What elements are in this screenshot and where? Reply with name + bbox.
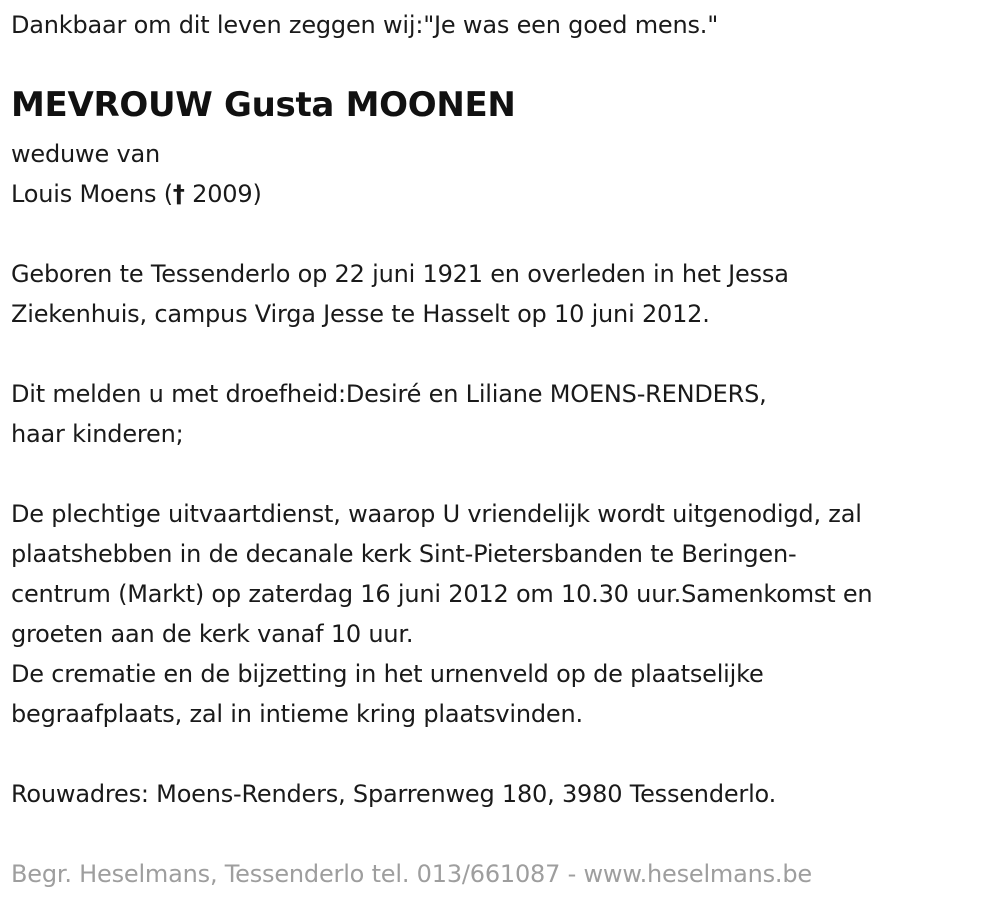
funeral-home-footer: Begr. Heselmans, Tessenderlo tel. 013/661087 - www.heselmans.be [11,860,812,888]
paragraph-line: groeten aan de kerk vanaf 10 uur. [11,620,414,648]
paragraph-line: haar kinderen; [11,420,184,448]
spouse-block [11,134,262,214]
deceased-name: MEVROUW Gusta MOONEN [11,85,516,125]
spouse-line-1: weduwe van [11,140,160,168]
announcement-paragraph [11,374,767,454]
paragraph-line: De crematie en de bijzetting in het urnenveld op de plaatselijke [11,660,764,688]
mourning-address: Rouwadres: Moens-Renders, Sparrenweg 180, 3980 Tessenderlo. [11,780,777,808]
cross-icon: † [172,180,185,208]
birth-death-paragraph [11,254,789,334]
spouse-name: Louis Moens ( [11,180,173,208]
paragraph-line: De plechtige uitvaartdienst, waarop U vriendelijk wordt uitgenodigd, zal [11,500,862,528]
paragraph-line: plaatshebben in de decanale kerk Sint-Pietersbanden te Beringen- [11,540,797,568]
funeral-service-paragraph [11,494,872,734]
intro-text: Dankbaar om dit leven zeggen wij:"Je was een goed mens." [11,11,719,39]
paragraph-line: centrum (Markt) op zaterdag 16 juni 2012 om 10.30 uur.Samenkomst en [11,580,873,608]
spouse-death-year: 2009) [184,180,262,208]
paragraph-line: Dit melden u met droefheid:Desiré en Liliane MOENS-RENDERS, [11,380,767,408]
paragraph-line: Ziekenhuis, campus Virga Jesse te Hasselt op 10 juni 2012. [11,300,710,328]
paragraph-line: begraafplaats, zal in intieme kring plaatsvinden. [11,700,583,728]
spouse-line-2 [11,174,262,214]
paragraph-line: Geboren te Tessenderlo op 22 juni 1921 en overleden in het Jessa [11,260,789,288]
